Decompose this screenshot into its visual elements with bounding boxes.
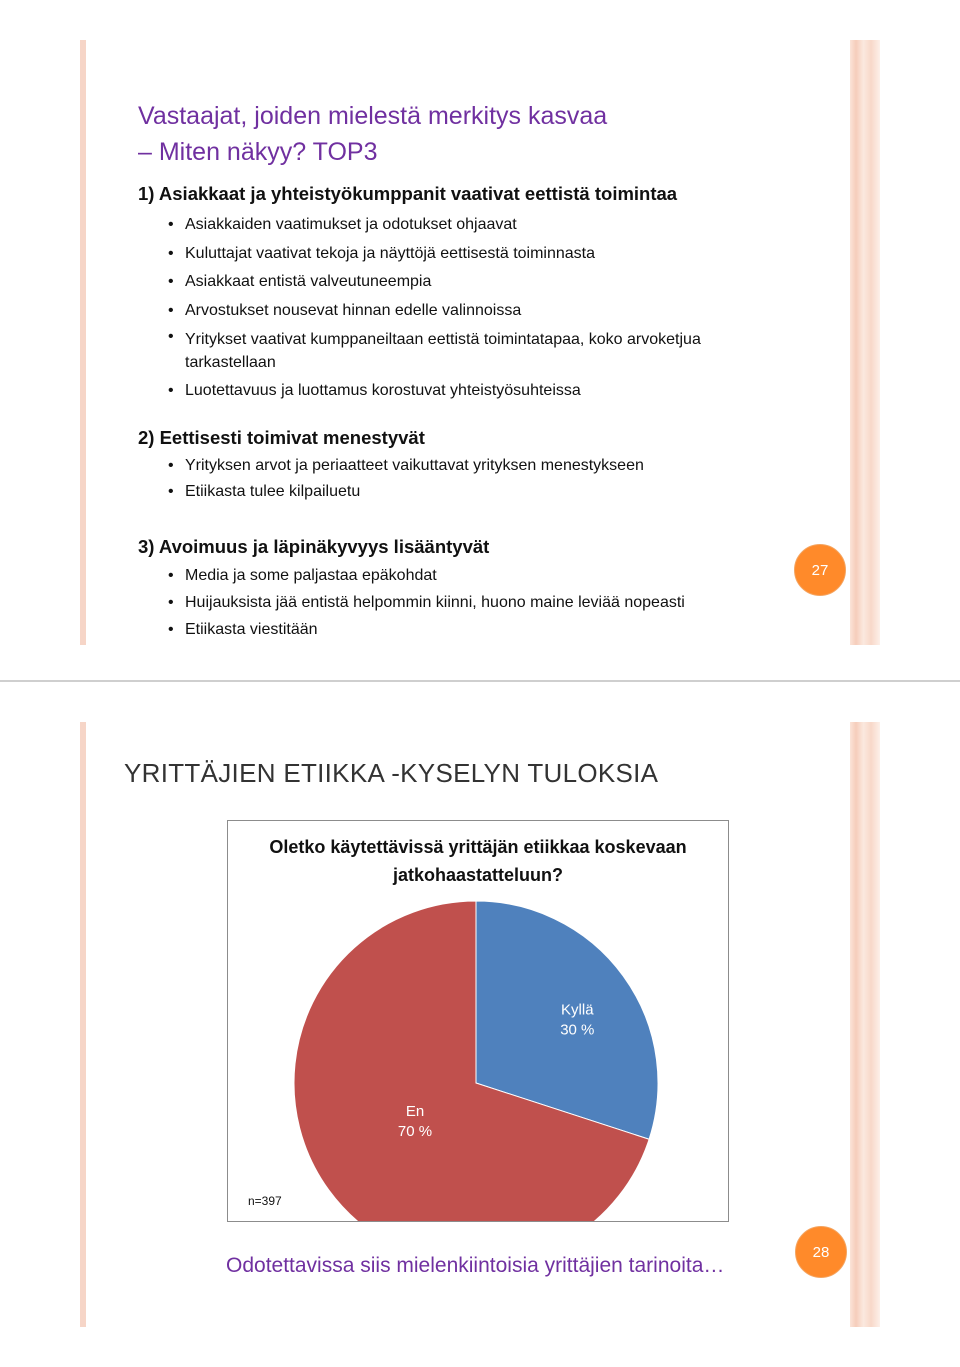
slice-label: En (405, 1102, 425, 1120)
section-heading-2: 2) Eettisesti toimivat menestyvät (138, 427, 425, 448)
section-3-list (168, 562, 685, 643)
sample-size-note: n=397 (248, 1194, 282, 1208)
section-heading-3: 3) Avoimuus ja läpinäkyvyys lisääntyvät (138, 536, 490, 557)
list-item: • Media ja some paljastaa epäkohdat (168, 562, 685, 589)
chart-title: Oletko käytettävissä yrittäjän etiikkaa koskevaan jatkohaastatteluun? (269, 837, 687, 885)
slide-divider (0, 680, 960, 682)
right-accent-stripe (850, 722, 880, 1327)
list-item: • Yrityksen arvot ja periaatteet vaikuttavat yrityksen menestykseen (168, 453, 644, 479)
list-item: • Kuluttajat vaativat tekoja ja näyttöjä eettisestä toiminnasta (168, 240, 785, 269)
slide-title: YRITTÄJIEN ETIIKKA -KYSELYN TULOKSIA (124, 758, 659, 788)
left-accent-stripe (80, 722, 86, 1327)
list-item: • Etiikasta viestitään (168, 616, 685, 643)
list-item: • Luotettavuus ja luottamus korostuvat yhteistyösuhteissa (168, 377, 785, 406)
list-item: • Yritykset vaativat kumppaneiltaan eettistä toimintatapaa, koko arvoketjua tarkastellaan (168, 325, 785, 377)
slide-title (138, 98, 607, 170)
slide-title-line1: Vastaajat, joiden mielestä merkitys kasvaa (138, 102, 608, 130)
right-accent-stripe (850, 40, 880, 645)
list-item: • Asiakkaiden vaatimukset ja odotukset ohjaavat (168, 211, 785, 240)
slice-value-label: 30 % (560, 1021, 595, 1039)
pie-chart (227, 820, 729, 1222)
list-item: • Asiakkaat entistä valveutuneempia (168, 268, 785, 297)
page-number-badge: 27 (794, 544, 846, 596)
pie-chart-svg (228, 821, 728, 1221)
section-2-list (168, 453, 644, 505)
slide-28 (0, 684, 960, 1367)
slice-value-label: 70 % (397, 1122, 433, 1140)
slide-27 (0, 0, 960, 680)
slide-title-line2: – Miten näkyy? TOP3 (138, 138, 378, 166)
list-item: • Arvostukset nousevat hinnan edelle valinnoissa (168, 297, 785, 326)
section-1-list (168, 211, 785, 406)
list-item: • Huijauksista jää entistä helpommin kiinni, huono maine leviää nopeasti (168, 589, 685, 616)
left-accent-stripe (80, 40, 86, 645)
slice-label: Kyllä (561, 1001, 594, 1019)
list-item: • Etiikasta tulee kilpailuetu (168, 479, 644, 505)
page-number-badge: 28 (795, 1226, 847, 1278)
section-heading-1: 1) Asiakkaat ja yhteistyökumppanit vaativat eettistä toimintaa (138, 183, 678, 204)
closing-text: Odotettavissa siis mielenkiintoisia yrittäjien tarinoita… (226, 1254, 725, 1277)
